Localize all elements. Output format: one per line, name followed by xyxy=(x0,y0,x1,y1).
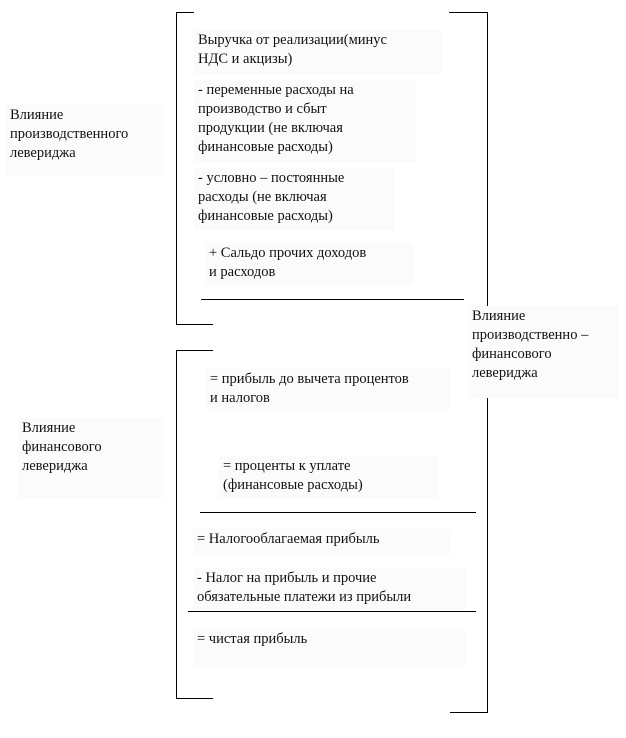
taxable-profit-item: = Налогооблагаемая прибыль xyxy=(193,529,451,555)
right-bracket-bottom xyxy=(450,712,488,713)
upper-left-bracket-top xyxy=(176,12,194,13)
ebit-sum-line xyxy=(201,299,464,300)
fixed-costs-item: - условно – постоянные расходы (не включая финансовые расходы) xyxy=(194,168,394,230)
lower-left-bracket-top xyxy=(176,350,213,351)
combined-leverage-label: Влияние производственно – финансового левериджа xyxy=(468,306,618,398)
right-bracket-top xyxy=(449,12,488,13)
lower-left-bracket-vertical xyxy=(176,350,177,699)
upper-left-bracket-bottom xyxy=(176,324,213,325)
upper-left-bracket-vertical xyxy=(176,12,177,325)
net-profit-sum-line xyxy=(188,611,476,612)
financial-leverage-label: Влияние финансового левериджа xyxy=(18,418,164,498)
taxable-profit-sum-line xyxy=(200,512,476,513)
revenue-item: Выручка от реализации(минус НДС и акцизы) xyxy=(194,30,442,74)
interest-item: = проценты к уплате (финансовые расходы) xyxy=(219,456,437,498)
operating-leverage-label: Влияние производственного левериджа xyxy=(6,105,164,175)
variable-costs-item: - переменные расходы на производство и сбыт продукции (не включая финансовые расходы) xyxy=(194,80,416,162)
other-income-balance-item: + Сальдо прочих доходов и расходов xyxy=(205,243,413,285)
lower-left-bracket-bottom xyxy=(176,698,213,699)
ebit-item: = прибыль до вычета процентов и налогов xyxy=(206,369,450,411)
tax-item: - Налог на прибыль и прочие обязательные платежи из прибыли xyxy=(193,568,465,610)
net-profit-item: = чистая прибыль xyxy=(193,629,465,667)
